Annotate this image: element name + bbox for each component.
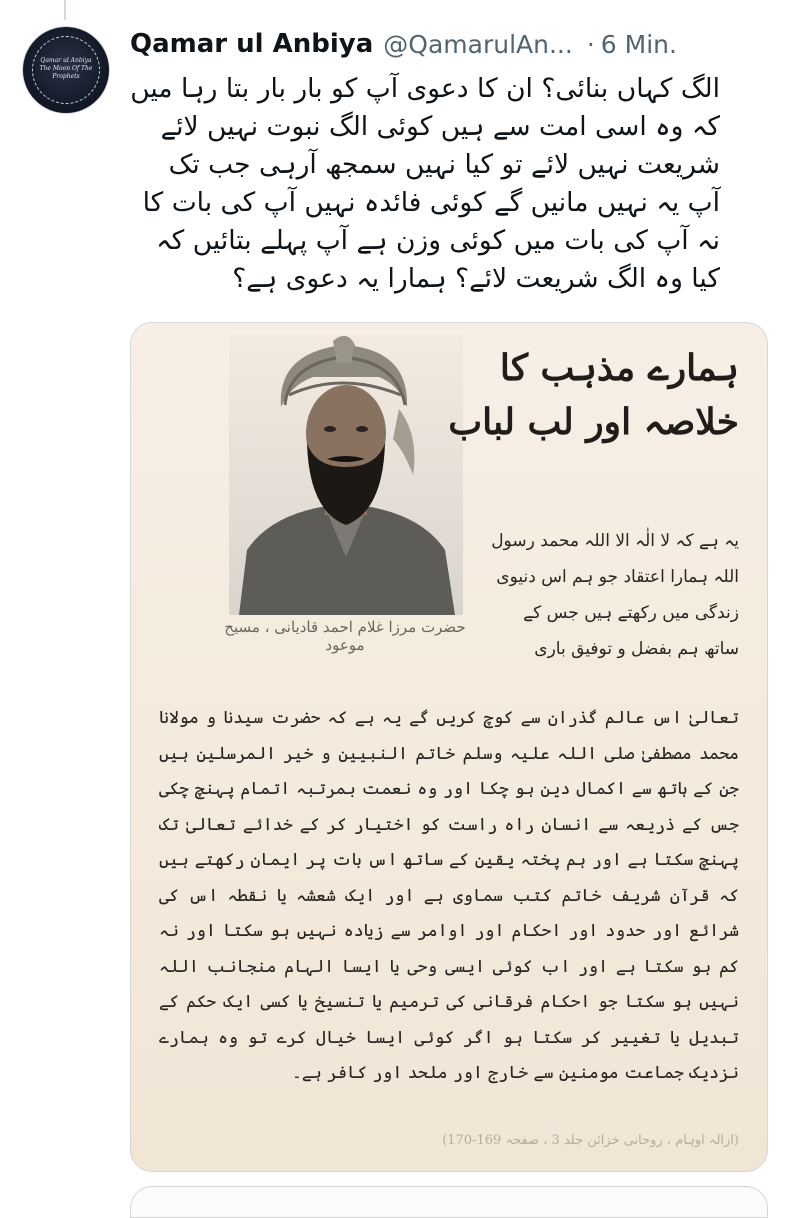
portrait-photo <box>229 335 463 615</box>
avatar-logo-line2: The Moon Of The <box>39 65 93 72</box>
document-reference: (ازالہ اوہام ، روحانی خزائن جلد 3 ، صفحہ 169-170) <box>442 1133 739 1148</box>
thread-connector-line <box>64 0 66 20</box>
avatar[interactable] <box>22 26 110 114</box>
next-tweet-card-edge <box>130 1186 768 1218</box>
tweet-text: الگ کہاں بنائی؟ ان کا دعوی آپ کو بار بار بتا رہا میں کہ وہ اسی امت سے ہیں کوئی الگ نبوت نہیں لائے شریعت نہیں لائے تو کیا نہیں سمجھ آرہی جب تک آپ یہ نہیں مانیں گے کوئی فائدہ نہیں آپ کی بات کا نہ آپ کی بات میں کوئی وزن ہے آپ پہلے بتائیں کہ کیا وہ الگ شریعت لائے؟ ہمارا یہ دعوی ہے؟ <box>130 73 720 294</box>
tweet-header <box>130 26 771 62</box>
document-intro-text: یہ ہے کہ لا الٰہ الا اللہ محمد رسول اللہ ہمارا اعتقاد جو ہم اس دنیوی زندگی میں رکھتے ہیں جس کے ساتھ ہم بفضل و توفیق باری <box>491 531 739 659</box>
document-title: ہمارے مذہب کا خلاصہ اور لب لباب <box>448 347 739 443</box>
display-name[interactable]: Qamar ul Anbiya <box>130 29 374 59</box>
user-handle[interactable]: @QamarulAn... <box>383 29 573 59</box>
tweet-media-image[interactable] <box>130 322 768 1172</box>
avatar-logo-line3: Prophets <box>52 73 80 80</box>
tweet-timestamp[interactable]: 6 Min. <box>600 29 677 59</box>
photo-caption: حضرت مرزا غلام احمد قادیانی ، مسیح موعود <box>224 618 466 654</box>
header-separator: · <box>586 29 595 59</box>
portrait-illustration <box>229 335 463 615</box>
avatar-logo-line1: Qamar ul Anbiya <box>40 57 92 64</box>
document-body-text: تعالیٰ اس عالم گذران سے کوچ کریں گے یہ ہے کہ حضرت سیدنا و مولانا محمد مصطفیٰ صلی اللہ علیہ وسلم خاتم النبیین و خیر المرسلین ہیں جن کے ہاتھ سے اکمال دین ہو چکا اور وہ نعمت بمرتبہ اتمام پہنچ چکی جس کے ذریعہ سے انسان راہ راست کو اختیار کر کے خدائے تعالیٰ تک پہنچ سکتا ہے اور ہم پختہ یقین کے ساتھ اس بات پر ایمان رکھتے ہیں کہ قرآن شریف خاتم کتب سماوی ہے اور ایک شعشہ یا نقطہ اس کی شرائع اور حدود اور احکام اور اوامر سے زیادہ نہیں ہو سکتا اور نہ کم ہو سکتا ہے اور اب کوئی ایسی وحی یا ایسا الہام منجانب اللہ نہیں ہو سکتا جو احکام فرقانی کی ترمیم یا تنسیخ یا کسی ایک حکم کے تبدیل یا تغییر کر سکتا ہو اگر کوئی ایسا خیال کرے تو وہ ہمارے نزدیک جماعت مومنین سے خارج اور ملحد اور کافر ہے۔ <box>159 708 739 1083</box>
avatar-logo <box>23 57 109 81</box>
